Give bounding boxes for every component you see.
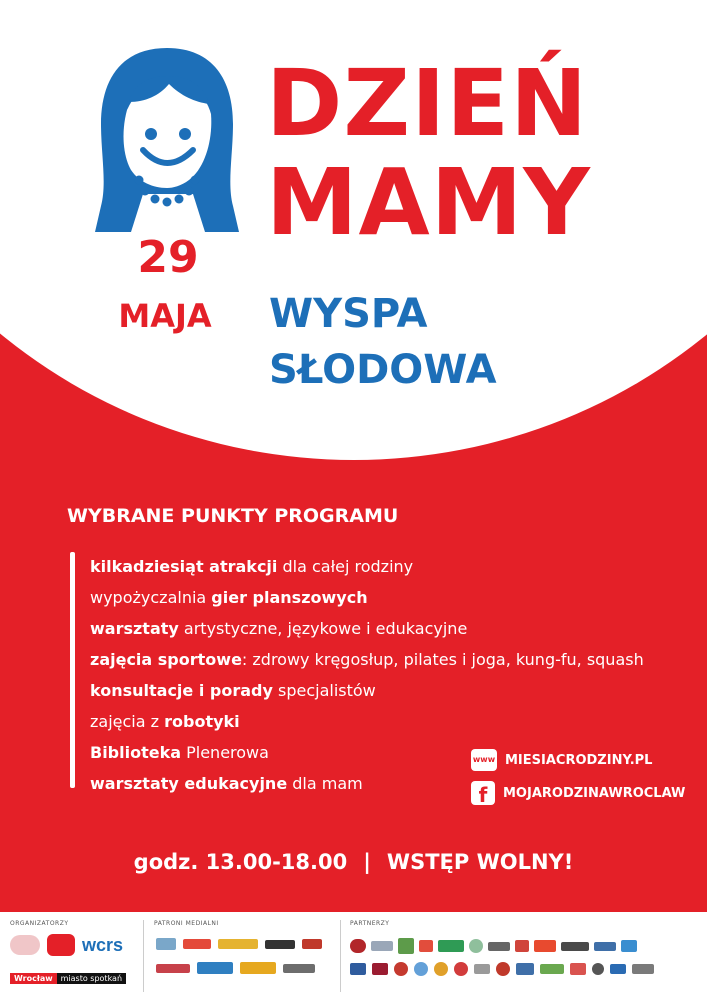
date-month: MAJA xyxy=(118,297,212,335)
program-item: konsultacje i porady specjalistów xyxy=(90,681,376,700)
partner-logo xyxy=(434,962,448,976)
facebook-label[interactable]: MOJARODZINAWROCLAW xyxy=(503,785,686,801)
partner-logo xyxy=(488,942,510,951)
wroclaw-tagline: miasto spotkań xyxy=(57,973,126,984)
partner-logo xyxy=(438,940,464,952)
organizers-label: ORGANIZATORZY xyxy=(10,920,69,927)
program-divider xyxy=(70,552,75,788)
title-line-2: MAMY xyxy=(266,149,591,256)
place-line-1: WYSPA xyxy=(269,291,428,337)
partner-logo xyxy=(496,962,510,976)
media-logo xyxy=(265,940,295,949)
partner-logo xyxy=(398,938,414,954)
organizer-logo xyxy=(10,935,40,955)
media-logo xyxy=(283,964,315,973)
media-logo xyxy=(240,962,276,974)
partner-logo xyxy=(534,940,556,952)
organizer-logos xyxy=(10,934,123,956)
facebook-icon: f xyxy=(471,781,495,805)
program-item: Biblioteka Plenerowa xyxy=(90,743,269,762)
mother-face-icon xyxy=(93,44,241,232)
organizer-logo xyxy=(47,934,75,956)
media-logos-row-1 xyxy=(156,938,322,950)
partner-logo xyxy=(419,940,433,952)
media-logo xyxy=(183,939,211,949)
footer-divider xyxy=(340,920,341,992)
program-item: warsztaty edukacyjne dla mam xyxy=(90,774,363,793)
program-item: wypożyczalnia gier planszowych xyxy=(90,588,368,607)
partner-logo xyxy=(632,964,654,974)
partner-logo xyxy=(515,940,529,952)
program-item: kilkadziesiąt atrakcji dla całej rodziny xyxy=(90,557,414,576)
partner-logo xyxy=(350,939,366,953)
date-day: 29 xyxy=(137,232,199,283)
facebook-link[interactable] xyxy=(471,780,685,806)
partner-logo xyxy=(594,942,616,951)
media-logo xyxy=(156,938,176,950)
sponsors-footer xyxy=(0,912,707,1000)
partner-logo xyxy=(592,963,604,975)
partner-logo xyxy=(540,964,564,974)
hours-line xyxy=(0,852,707,873)
partner-logos-row-1 xyxy=(350,938,637,954)
www-icon: www xyxy=(471,749,497,771)
opening-hours: godz. 13.00-18.00 xyxy=(133,850,348,874)
partner-logo xyxy=(414,962,428,976)
free-entry: WSTĘP WOLNY! xyxy=(386,850,574,874)
media-logos-row-2 xyxy=(156,962,315,974)
wroclaw-wordmark: Wrocław xyxy=(10,973,57,984)
partner-logo xyxy=(570,963,586,975)
media-logo xyxy=(218,939,258,949)
media-logo xyxy=(302,939,322,949)
partner-logo xyxy=(610,964,626,974)
partner-logo xyxy=(372,963,388,975)
website-label[interactable]: MIESIACRODZINY.PL xyxy=(505,752,653,768)
partners-label: PARTNERZY xyxy=(350,920,390,927)
wroclaw-brand-logo xyxy=(10,966,126,985)
hours-separator: | xyxy=(363,850,371,874)
wcrs-logo: wcrs xyxy=(82,934,124,955)
place-line-2: SŁODOWA xyxy=(269,347,497,393)
program-item: zajęcia sportowe: zdrowy kręgosłup, pilates i joga, kung-fu, squash xyxy=(90,650,644,669)
title-line-1: DZIEŃ xyxy=(266,50,589,157)
footer-divider xyxy=(143,920,144,992)
program-item: warsztaty artystyczne, językowe i edukacyjne xyxy=(90,619,468,638)
partner-logo xyxy=(394,962,408,976)
partner-logo xyxy=(474,964,490,974)
partner-logo xyxy=(371,941,393,951)
partner-logos-row-2 xyxy=(350,962,654,976)
partner-logo xyxy=(621,940,637,952)
partner-logo xyxy=(561,942,589,951)
program-item: zajęcia z robotyki xyxy=(90,712,240,731)
media-logo xyxy=(156,964,190,973)
program-heading: WYBRANE PUNKTY PROGRAMU xyxy=(67,505,399,527)
media-label: PATRONI MEDIALNI xyxy=(154,920,219,927)
partner-logo xyxy=(454,962,468,976)
partner-logo xyxy=(350,963,366,975)
partner-logo xyxy=(469,939,483,953)
partner-logo xyxy=(516,963,534,975)
media-logo xyxy=(197,962,233,974)
website-link[interactable] xyxy=(471,747,652,773)
